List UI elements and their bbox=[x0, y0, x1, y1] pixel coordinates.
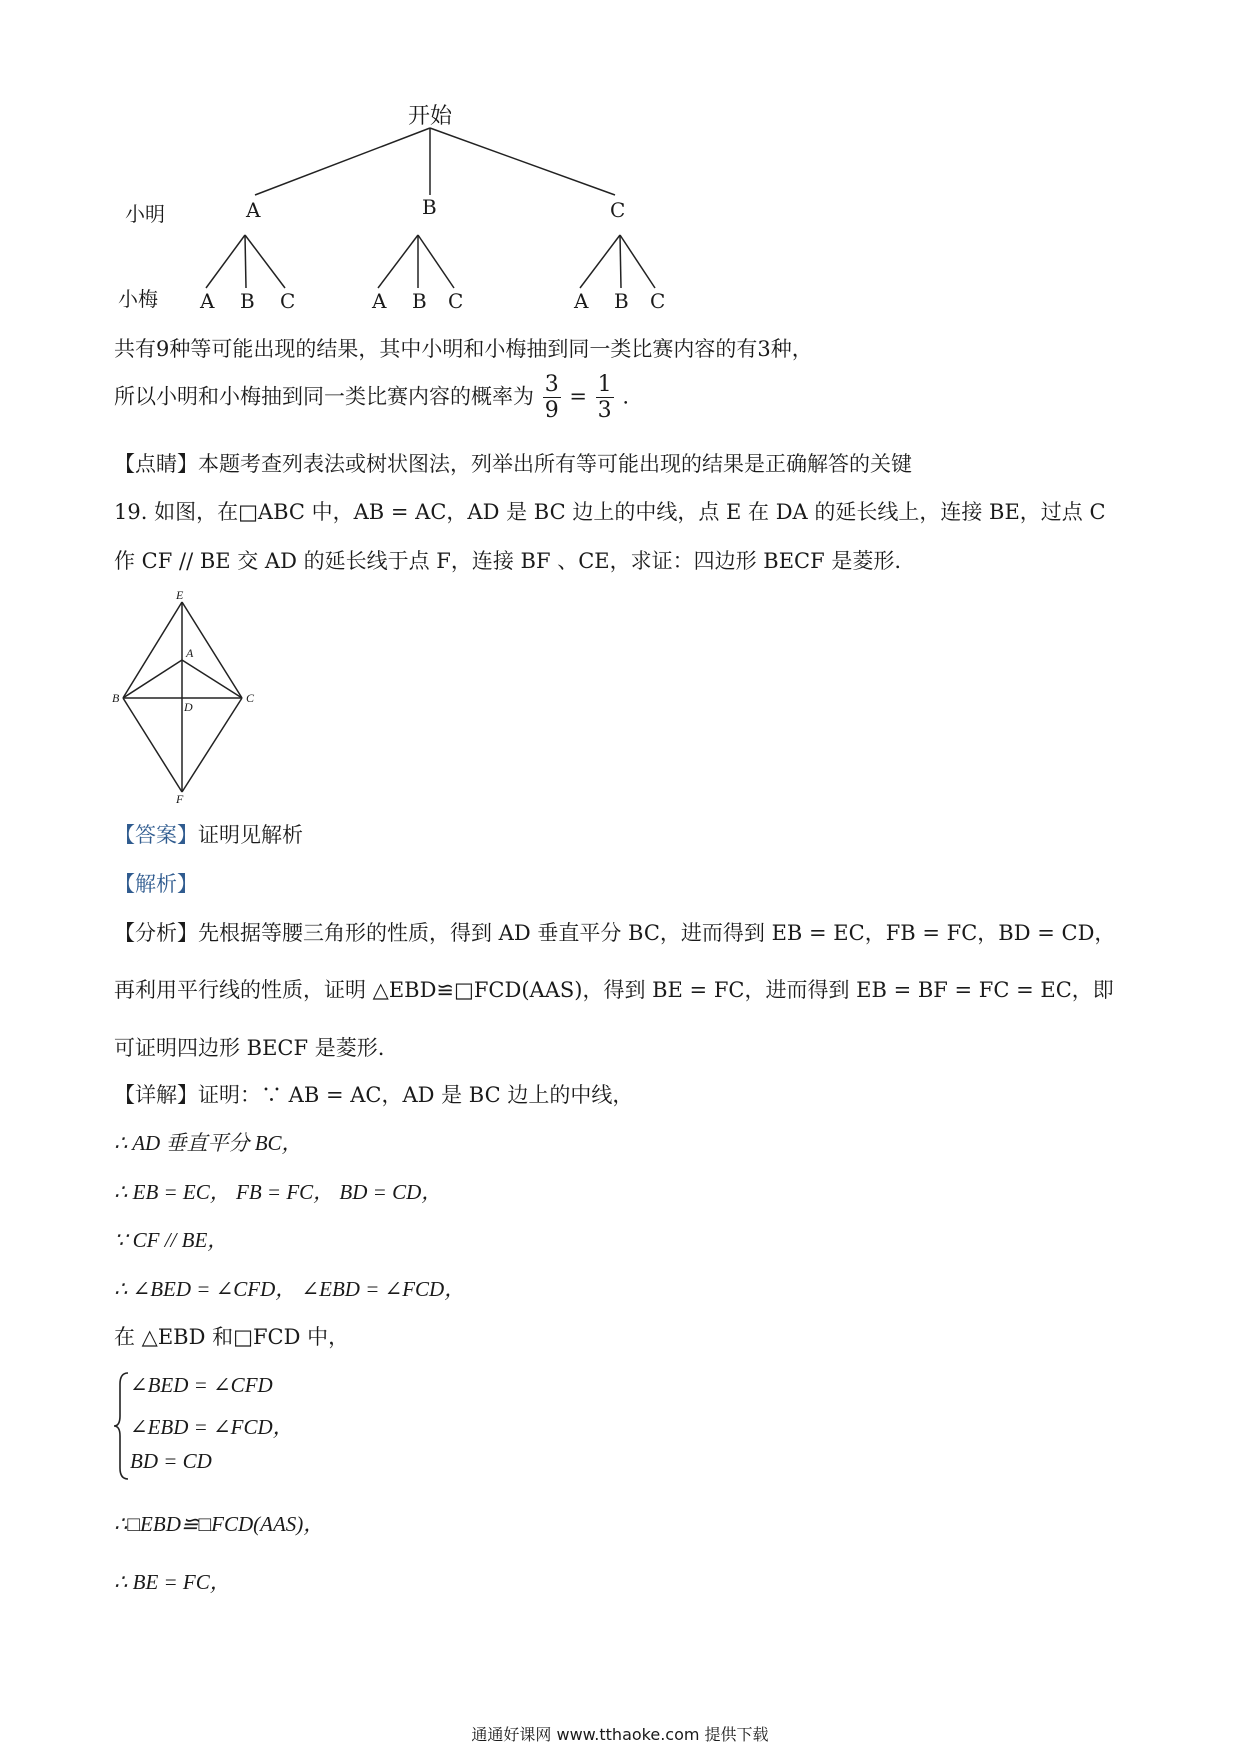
dianjing-tag: 【点睛】 bbox=[114, 452, 198, 476]
period: . bbox=[622, 384, 630, 409]
tree-row-label-xiaomei: 小梅 bbox=[118, 287, 158, 311]
point-label-c: C bbox=[246, 691, 255, 705]
question-19-line-2: 作 CF // BE 交 AD 的延长线于点 F，连接 BF 、CE，求证：四边形 BECF 是菱形. bbox=[114, 549, 902, 573]
tree-node-l2: C bbox=[650, 289, 666, 313]
tree-node-l2: B bbox=[614, 289, 629, 313]
answer-tag: 【答案】 bbox=[114, 823, 198, 847]
brace-condition-2: ∠EBD = ∠FCD， bbox=[130, 1415, 294, 1439]
probability-text: 所以小明和小梅抽到同一类比赛内容的概率为 bbox=[114, 384, 534, 409]
tree-node-l2: C bbox=[448, 289, 464, 313]
tree-diagram bbox=[110, 95, 710, 325]
rhombus-lines bbox=[112, 588, 262, 806]
jiexi-tag: 【解析】 bbox=[114, 872, 198, 896]
tree-root: 开始 bbox=[408, 104, 453, 129]
proof-step-6: ∴□EBD≌□FCD(AAS)， bbox=[114, 1512, 325, 1536]
xiangjie-line bbox=[114, 1083, 633, 1108]
tree-node-l2: B bbox=[240, 289, 255, 313]
fenxi-line-3: 可证明四边形 BECF 是菱形. bbox=[114, 1036, 385, 1060]
tree-node-l1: C bbox=[610, 198, 626, 222]
tree-row-label-xiaoming: 小明 bbox=[125, 202, 165, 226]
proof-step-7: ∴ BE = FC， bbox=[114, 1570, 231, 1594]
brace-condition-1: ∠BED = ∠CFD bbox=[130, 1373, 273, 1397]
fraction-1-3 bbox=[596, 372, 614, 424]
proof-step-2: ∴ EB = EC， FB = FC， BD = CD， bbox=[114, 1180, 443, 1204]
tree-node-l2: B bbox=[412, 289, 427, 313]
point-label-b: B bbox=[112, 691, 120, 705]
brace-condition-3: BD = CD bbox=[130, 1449, 212, 1473]
proof-step-5: 在 △EBD 和□FCD 中， bbox=[114, 1325, 350, 1349]
fenxi-line-2: 再利用平行线的性质，证明 △EBD≌□FCD(AAS)，得到 BE = FC，进而得到 EB = BF = FC = EC，即 bbox=[114, 978, 1114, 1002]
rhombus-figure bbox=[112, 588, 262, 806]
fenxi-line-1 bbox=[114, 921, 1115, 946]
tree-node-l1: A bbox=[246, 198, 261, 222]
point-label-d: D bbox=[184, 700, 193, 714]
fraction-denominator: 9 bbox=[544, 398, 559, 424]
probability-line bbox=[114, 372, 629, 424]
proof-step-1: ∴ AD 垂直平分 BC， bbox=[114, 1131, 303, 1155]
dianjing-text: 本题考查列表法或树状图法，列举出所有等可能出现的结果是正确解答的关键 bbox=[198, 452, 912, 476]
proof-step-3: ∵ CF // BE， bbox=[114, 1228, 229, 1252]
tree-node-l2: A bbox=[200, 289, 215, 313]
fenxi-tag: 【分析】 bbox=[114, 921, 198, 945]
equals-sign: = bbox=[569, 384, 587, 409]
fraction-numerator: 1 bbox=[597, 372, 612, 397]
brace-shape bbox=[112, 1370, 132, 1482]
answer-line bbox=[114, 823, 303, 848]
tree-node-l2: C bbox=[280, 289, 296, 313]
result-count-text: 共有9种等可能出现的结果，其中小明和小梅抽到同一类比赛内容的有3种， bbox=[114, 337, 813, 361]
fraction-denominator: 3 bbox=[597, 398, 612, 424]
tree-node-l2: A bbox=[574, 289, 589, 313]
dianjing-line bbox=[114, 452, 912, 477]
equation-brace bbox=[112, 1370, 132, 1482]
tree-node-l1: B bbox=[422, 195, 437, 219]
fraction-3-9 bbox=[543, 372, 561, 424]
question-19-line-1: 19. 如图，在□ABC 中，AB = AC，AD 是 BC 边上的中线，点 E 在 DA 的延长线上，连接 BE，过点 C bbox=[114, 500, 1106, 524]
point-label-f: F bbox=[176, 792, 184, 806]
answer-text: 证明见解析 bbox=[198, 823, 303, 847]
page-footer: 通通好课网 www.tthaoke.com 提供下载 bbox=[471, 1725, 769, 1744]
fraction-numerator: 3 bbox=[544, 372, 559, 397]
xiangjie-text: 证明：∵ AB = AC，AD 是 BC 边上的中线， bbox=[198, 1083, 634, 1107]
fenxi-text-1: 先根据等腰三角形的性质，得到 AD 垂直平分 BC，进而得到 EB = EC，FB = FC，BD = CD， bbox=[198, 921, 1116, 945]
point-label-e: E bbox=[176, 588, 184, 602]
proof-step-4: ∴ ∠BED = ∠CFD， ∠EBD = ∠FCD， bbox=[114, 1277, 466, 1301]
xiangjie-tag: 【详解】 bbox=[114, 1083, 198, 1107]
tree-node-l2: A bbox=[372, 289, 387, 313]
point-label-a: A bbox=[186, 646, 194, 660]
